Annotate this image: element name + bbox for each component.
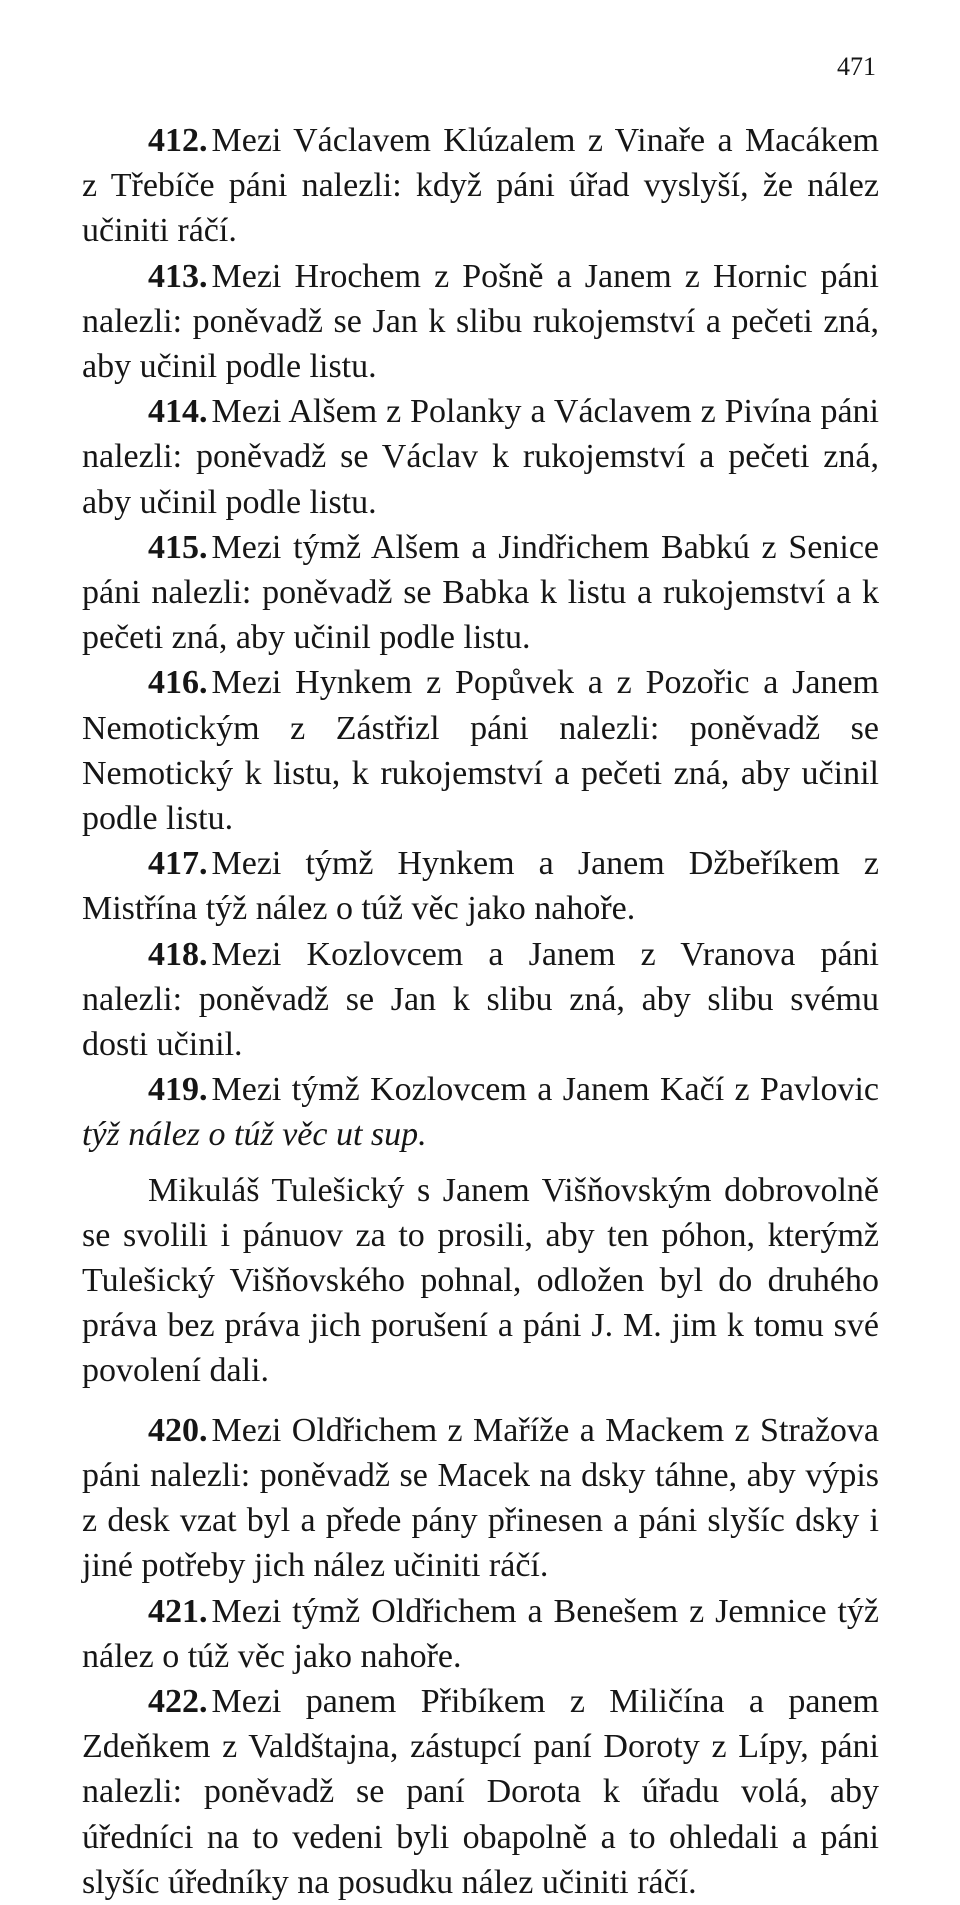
entry-412 bbox=[82, 118, 879, 254]
entry-number: 412. bbox=[148, 122, 208, 159]
entry-text: Mezi Hynkem z Popůvek a z Pozořic a Janem Nemotickým z Zástřizl páni nalezli: poněvadž se Nemotický k listu, k rukojemství a pečeti zná, aby učinil podle listu. bbox=[82, 664, 879, 838]
entry-number: 413. bbox=[148, 257, 208, 295]
paragraph-tulesicky: Mikuláš Tulešický s Janem Višňovským dobrovolně se svolili i pánuov za to prosili, aby ten póhon, kterýmž Tulešický Višňovského pohnal, odložen byl do druhého práva bez práva jich porušení a páni J. M. jim k tomu své povolení dali. bbox=[82, 1171, 879, 1390]
entry-text: Mezi týmž Hynkem a Janem Džbeříkem z Mistřína týž nález o túž věc jako nahoře. bbox=[82, 845, 879, 928]
entry-text: Mezi Kozlovcem a Janem z Vranova páni nalezli: poněvadž se Jan k slibu zná, aby slibu svému dosti učinil. bbox=[82, 935, 879, 1064]
entry-422 bbox=[82, 1679, 879, 1905]
entry-413 bbox=[82, 254, 879, 390]
entry-414 bbox=[82, 389, 879, 525]
entry-text: Mezi týmž Oldřichem a Benešem z Jemnice týž nález o túž věc jako nahoře. bbox=[82, 1592, 879, 1675]
entry-number: 421. bbox=[148, 1592, 208, 1630]
entry-421 bbox=[82, 1589, 879, 1679]
entry-number: 414. bbox=[148, 393, 208, 431]
entry-text: Mezi týmž Kozlovcem a Janem Kačí z Pavlovic bbox=[211, 1071, 879, 1109]
entry-416 bbox=[82, 660, 879, 841]
page-body bbox=[82, 118, 879, 1905]
entry-text: Mezi Oldřichem z Maříže a Mackem z Stražova páni nalezli: poněvadž se Macek na dsky táhne, aby výpis z desk vzat byl a přede pány přinesen a páni slyšíc dsky i jiné potřeby jich nález učiniti ráčí. bbox=[82, 1411, 879, 1585]
entry-text: Mezi panem Přibíkem z Miličína a panem Zdeňkem z Valdštajna, zástupcí paní Doroty z Lípy, páni nalezli: poněvadž se paní Dorota k úřadu volá, aby úředníci na to vedeni byli obapolně a to ohledali a páni slyšíc úředníky na posudku nález učiniti ráčí. bbox=[82, 1682, 879, 1901]
entry-text: Mezi Hrochem z Pošně a Janem z Hornic páni nalezli: poněvadž se Jan k slibu rukojemství a pečeti zná, aby učinil podle listu. bbox=[82, 257, 879, 386]
entry-number: 420. bbox=[148, 1411, 208, 1449]
entry-415 bbox=[82, 525, 879, 661]
page-number: 471 bbox=[837, 52, 876, 81]
entry-number: 419. bbox=[148, 1071, 208, 1109]
entry-number: 418. bbox=[148, 935, 208, 973]
entry-420 bbox=[82, 1408, 879, 1589]
entry-417 bbox=[82, 841, 879, 931]
entry-text: Mezi Václavem Klúzalem z Vinaře a Macákem z Třebíče páni nalezli: když páni úřad vyslyší, že nález učiniti ráčí. bbox=[82, 122, 879, 250]
entry-418 bbox=[82, 932, 879, 1068]
entry-number: 417. bbox=[148, 845, 208, 883]
entry-number: 416. bbox=[148, 664, 208, 702]
entry-419 bbox=[82, 1067, 879, 1157]
entry-text: Mezi týmž Alšem a Jindřichem Babkú z Senice páni nalezli: poněvadž se Babka k listu a rukojemství a k pečeti zná, aby učinil podle listu. bbox=[82, 528, 879, 657]
entry-number: 422. bbox=[148, 1682, 208, 1720]
entry-text-italic: týž nález o túž věc ut sup. bbox=[82, 1116, 427, 1154]
entry-number: 415. bbox=[148, 528, 208, 566]
entry-text: Mezi Alšem z Polanky a Václavem z Pivína páni nalezli: poněvadž se Václav k rukojemství a pečeti zná, aby učinil podle listu. bbox=[82, 393, 879, 521]
